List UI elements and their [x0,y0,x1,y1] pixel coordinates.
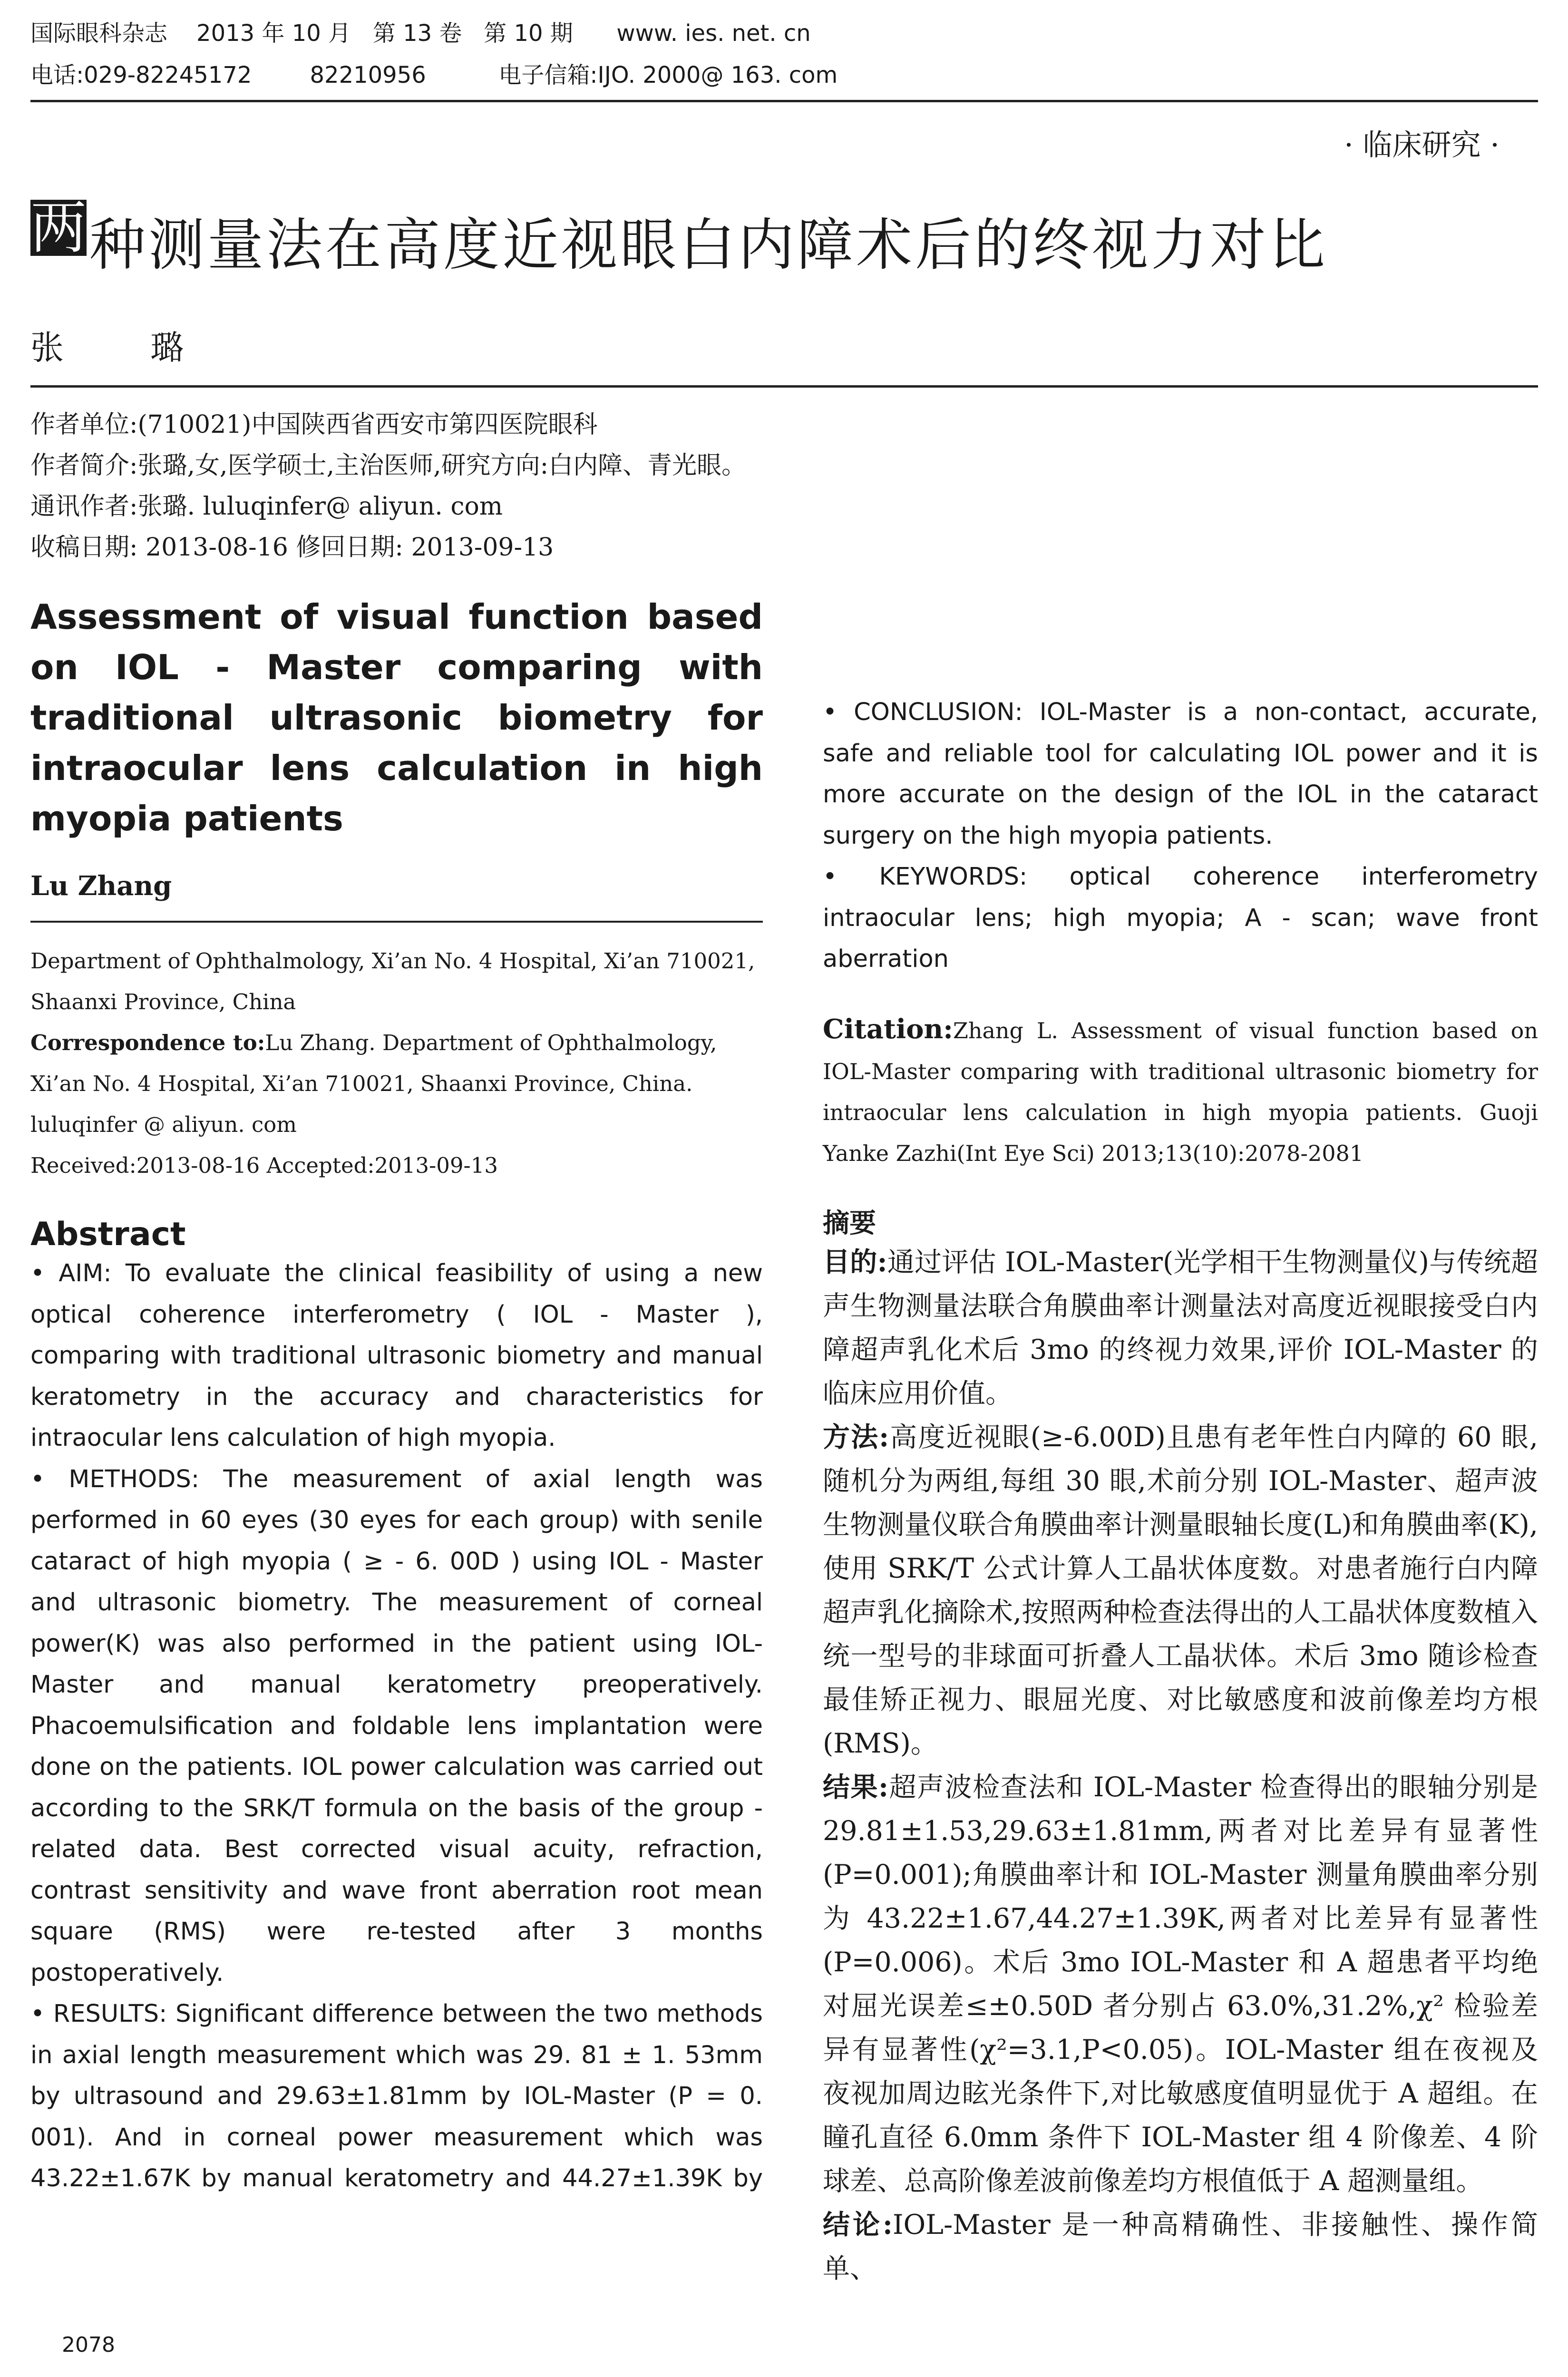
corresponding-author: 通讯作者:张璐. luluqinfer@ aliyun. com [30,492,503,521]
cn-conclusion-text: IOL-Master 是一种高精确性、非接触性、操作简单、 [823,2209,1538,2284]
abstract-results-continued [823,404,1538,692]
correspondence-label: Correspondence to: [30,1030,265,1055]
author-en: Lu Zhang [30,870,172,902]
abstract-heading: Abstract [30,1216,186,1253]
cn-aim-label: 目的: [823,1246,887,1278]
cn-conclusion-label: 结论: [823,2208,893,2241]
abstract-results: • RESULTS: Significant difference between the two methods in axial length measurement which was 29. 81 ± 1. 53mm by ultrasound and 29.63±1.81mm by IOL-Master (P = 0. 001). And in corneal power measurement which was 43.22±1.67K by manual keratometry and 44.27±1.39K by [30,2000,763,2192]
abstract-aim: • AIM: To evaluate the clinical feasibility of using a new optical coherence interferometry ( IOL - Master ), comparing with traditional ultrasonic biometry and manual keratometry in the accuracy and characteristics for intraocular lens calculation of high myopia. [30,1259,763,1452]
abstract-continued [823,404,1538,980]
cn-methods-label: 方法: [823,1421,889,1453]
cn-abstract-heading: 摘要 [823,1208,876,1239]
cn-abstract-body [823,1240,1538,2290]
cn-results-label: 结果: [823,1771,889,1803]
title-first-char: 两 [30,195,90,261]
title-divider [30,385,1538,388]
abstract-conclusion: • CONCLUSION: IOL-Master is a non-contact, accurate, safe and reliable tool for calculating IOL power and it is more accurate on the design of the IOL in the cataract surgery on the high myopia patients. [823,698,1538,850]
received-dates: 收稿日期: 2013-08-16 修回日期: 2013-09-13 [30,533,554,562]
citation-label: Citation: [823,1013,953,1045]
correspondence [30,1023,763,1145]
author-cn: 张 璐 [30,328,222,367]
cn-results-text: 超声波检查法和 IOL-Master 检查得出的眼轴分别是 29.81±1.53,29.63±1.81mm,两者对比差异有显著性(P=0.001);角膜曲率计和 IOL-Master 测量角膜曲率分别为 43.22±1.67,44.27±1.39K,两者对比差异有显著性(P=0.006)。术后 3mo IOL-Master 和 A 超患者平均绝对屈光误差≤±0.50D 者分别占 63.0%,31.2%,χ² 检验差异有显著性(χ²=3.1,P<0.05)。IOL-Master 组在夜视及夜视加周边眩光条件下,对比敏感度值明显优于 A 超组。在瞳孔直径 6.0mm 条件下 IOL-Master 组 4 阶像差、4 阶球差、总高阶像差波前像差均方根值低于 A 超测量组。 [823,1771,1538,2197]
cn-methods [823,1415,1538,1765]
header-divider [30,100,1538,102]
cn-conclusion [823,2203,1538,2290]
left-column [30,404,763,2199]
cn-aim-text: 通过评估 IOL-Master(光学相干生物测量仪)与传统超声生物测量法联合角膜曲率计测量法对高度近视眼接受白内障超声乳化术后 3mo 的终视力效果,评价 IOL-Master 的临床应用价值。 [823,1246,1538,1409]
title-rest: 种测量法在高度近视眼白内障术后的终视力对比 [89,212,1328,278]
journal-header-line1: 国际眼科杂志 2013 年 10 月 第 13 卷 第 10 期 www. ies. net. cn [30,20,811,47]
author-info-cn [30,404,763,568]
abstract-body [30,1253,763,2199]
received-accepted: Received:2013-08-16 Accepted:2013-09-13 [30,1153,498,1178]
author-unit: 作者单位:(710021)中国陕西省西安市第四医院眼科 [30,410,598,439]
journal-header-line2: 电话:029-82245172 82210956 电子信箱:IJO. 2000@ 163. com [30,62,838,88]
cn-aim [823,1240,1538,1415]
author-bio: 作者简介:张璐,女,医学硕士,主治医师,研究方向:白内障、青光眼。 [30,451,747,480]
correspondence-text: Lu Zhang. Department of Ophthalmology, Xi’an No. 4 Hospital, Xi’an 710021, Shaanxi Province, China. luluqinfer @ aliyun. com [30,1030,717,1137]
article-title-en: Assessment of visual function based on IOL - Master comparing with traditional ultrasonic biometry for intraocular lens calculation in high myopia patients [30,597,763,838]
article-title-cn [30,195,1328,281]
section-label: · 临床研究 · [1344,127,1500,162]
cn-methods-text: 高度近视眼(≥-6.00D)且患有老年性白内障的 60 眼,随机分为两组,每组 30 眼,术前分别 IOL-Master、超声波生物测量仪联合角膜曲率计测量眼轴长度(L)和角膜曲率(K),使用 SRK/T 公式计算人工晶状体度数。对患者施行白内障超声乳化摘除术,按照两种检查法得出的人工晶状体度数植入统一型号的非球面可折叠人工晶状体。术后 3mo 随诊检查最佳矫正视力、眼屈光度、对比敏感度和波前像差均方根(RMS)。 [823,1421,1538,1759]
right-column [823,404,1538,2290]
author-divider [30,921,763,923]
cn-results [823,1765,1538,2203]
citation-text: Zhang L. Assessment of visual function based on IOL-Master comparing with traditional ultrasonic biometry for intraocular lens calculation in high myopia patients. Guoji Yanke Zazhi(Int Eye Sci) 2013;13(10):2078-2081 [823,1017,1538,1166]
affiliation [30,941,763,1186]
page-number: 2078 [62,2333,115,2357]
citation [823,1009,1538,1174]
abstract-methods: • METHODS: The measurement of axial length was performed in 60 eyes (30 eyes for each group) with senile cataract of high myopia ( ≥ - 6. 00D ) using IOL - Master and ultrasonic biometry. The measurement of corneal power(K) was also performed in the patient using IOL-Master and manual keratometry preoperatively. Phacoemulsification and foldable lens implantation were done on the patients. IOL power calculation was carried out according to the SRK/T formula on the basis of the group - related data. Best corrected visual acuity, refraction, contrast sensitivity and wave front aberration root mean square (RMS) were re-tested after 3 months postoperatively. [30,1465,763,1987]
affiliation-dept: Department of Ophthalmology, Xi’an No. 4 Hospital, Xi’an 710021, Shaanxi Province, China [30,948,755,1014]
abstract-keywords: • KEYWORDS: optical coherence interferometry intraocular lens; high myopia; A - scan; wave front aberration [823,863,1538,973]
journal-header [30,19,1538,105]
